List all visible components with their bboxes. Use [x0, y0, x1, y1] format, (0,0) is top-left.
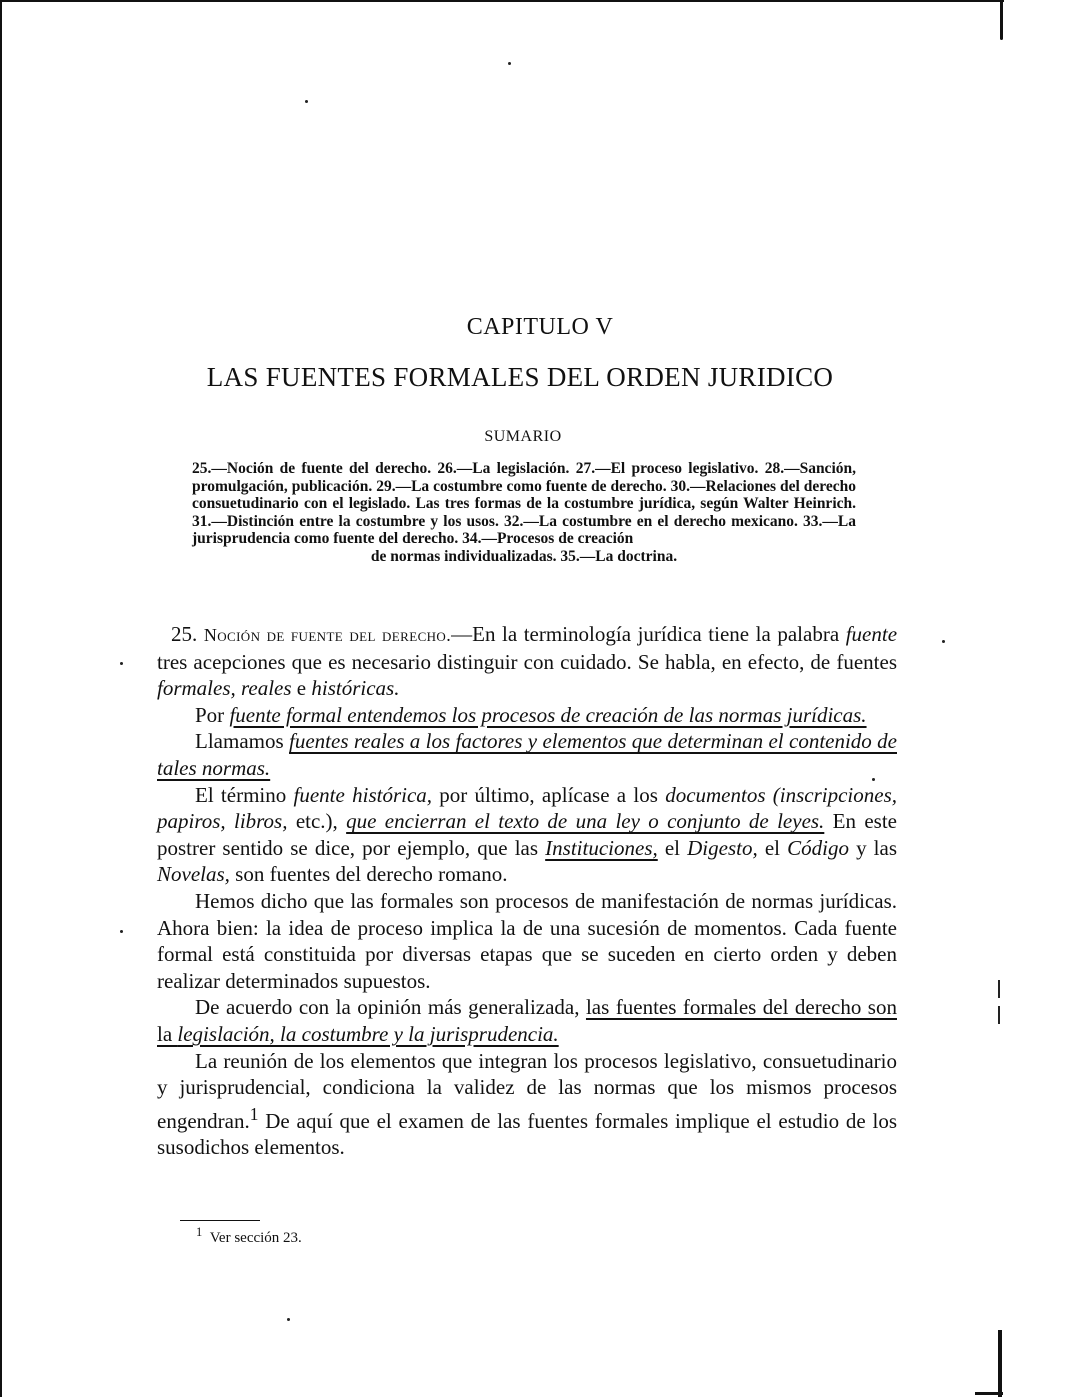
text-run: el	[757, 835, 788, 860]
body-text	[157, 621, 897, 1161]
text-run: Llamamos	[195, 729, 290, 754]
footnote	[196, 1225, 302, 1247]
paragraph-reunion	[157, 1048, 897, 1161]
summary-text: 25.—Noción de fuente del derecho. 26.—La legislación. 27.—El proceso legislativo. 28.—Sanción, promulgación, publicación. 29.—La costumbre como fuente de derecho. 30.—Relaciones del derecho consuetudinario con el legislado. Las tres formas de la costumbre jurídica, según Walter Heinrich. 31.—Distinción entre la costumbre y los usos. 32.—La costumbre en el derecho mexicano. 33.—La jurisprudencia como fuente del derecho. 34.—Procesos de creación	[192, 460, 856, 548]
text-run: —En la terminología jurídica tiene la palabra	[451, 622, 846, 646]
italic-run: Instituciones,	[545, 835, 658, 860]
page-border-corner	[975, 1392, 1003, 1395]
text-run: por último, aplícase a los	[432, 782, 666, 807]
text-run: tres acepciones que es necesario distinguir con cuidado. Se habla, en efecto, de fuentes	[157, 649, 897, 674]
scan-speck	[305, 100, 308, 103]
italic-run: fuente	[845, 622, 898, 646]
text-run: De acuerdo con la opinión más generalizada,	[195, 995, 586, 1020]
text-run: En este postrer sentido se dice, por ejemplo, que las	[157, 809, 897, 860]
scan-speck	[120, 930, 123, 933]
page-border-top	[0, 0, 1004, 2]
italic-run: Digesto,	[687, 835, 758, 860]
italic-run: Código	[787, 835, 849, 860]
italic-run: Novelas,	[157, 862, 230, 887]
paragraph-fuentes-formales	[157, 994, 897, 1047]
paragraph-fuente-formal	[157, 702, 897, 729]
scan-speck	[120, 662, 123, 665]
text-run: De aquí que el examen de las fuentes formales implique el estudio de los susodichos elementos.	[157, 1108, 897, 1160]
italic-run: formales, reales	[157, 676, 292, 701]
text-run: e	[291, 676, 312, 701]
page-border-right-top	[1000, 0, 1003, 40]
italic-run: legislación, la costumbre y la jurisprudencia.	[177, 1021, 559, 1046]
italic-run: documentos (inscripciones, papiros, libros,	[157, 782, 897, 834]
page-border-left	[0, 0, 2, 1397]
italic-run: históricas.	[311, 676, 400, 701]
paragraph-fuente-historica	[157, 782, 897, 888]
text-run: etc.),	[287, 809, 347, 834]
summary-block	[192, 460, 856, 566]
footnote-rule	[180, 1220, 260, 1221]
section-heading: Noción de fuente del derecho.	[203, 625, 452, 645]
scan-speck	[287, 1318, 290, 1321]
text-run: Por	[195, 702, 230, 727]
paragraph-25	[157, 621, 897, 702]
margin-mark	[998, 1006, 1000, 1024]
scan-speck	[942, 640, 945, 643]
summary-last-line: de normas individualizadas. 35.—La doctrina.	[370, 547, 678, 565]
underlined-run: las fuentes formales del derecho son la	[157, 995, 897, 1046]
footnote-ref: 1	[249, 1103, 259, 1124]
margin-mark	[998, 980, 1000, 998]
text-run: y las	[848, 835, 898, 860]
italic-run: fuente formal entendemos los procesos de creación de las normas jurídicas.	[229, 702, 867, 727]
footnote-text: Ver sección 23.	[209, 1230, 302, 1246]
scan-speck	[508, 62, 511, 65]
italic-run: fuente histórica,	[293, 782, 433, 807]
chapter-title: LAS FUENTES FORMALES DEL ORDEN JURIDICO	[206, 362, 834, 392]
footnote-marker: 1	[196, 1225, 203, 1239]
summary-heading: SUMARIO	[484, 428, 562, 445]
italic-run: fuentes reales a los factores y elementos que determinan el contenido de tales normas.	[157, 729, 897, 780]
text-run: El término	[195, 782, 294, 807]
section-number: 25.	[171, 622, 198, 646]
chapter-heading: CAPITULO V	[466, 314, 614, 340]
page-border-right-bottom	[998, 1330, 1002, 1397]
text-run: el	[657, 835, 688, 860]
paragraph-procesos: Hemos dicho que las formales son procesos de manifestación de normas jurídicas. Ahora bien: la idea de proceso implica la de una sucesión de momentos. Cada fuente formal está constituida por diversas etapas que se suceden en cierto orden y deben realizar determinados supuestos.	[157, 888, 897, 993]
italic-run: que encierran el texto de una ley o conjunto de leyes.	[346, 809, 825, 834]
text-run: son fuentes del derecho romano.	[229, 862, 508, 887]
paragraph-fuentes-reales	[157, 728, 897, 781]
text-run: La reunión de los elementos que integran los procesos legislativo, consuetudinario y jurisprudencial, condiciona la validez de las normas que los mismos procesos engendran.	[157, 1048, 897, 1133]
